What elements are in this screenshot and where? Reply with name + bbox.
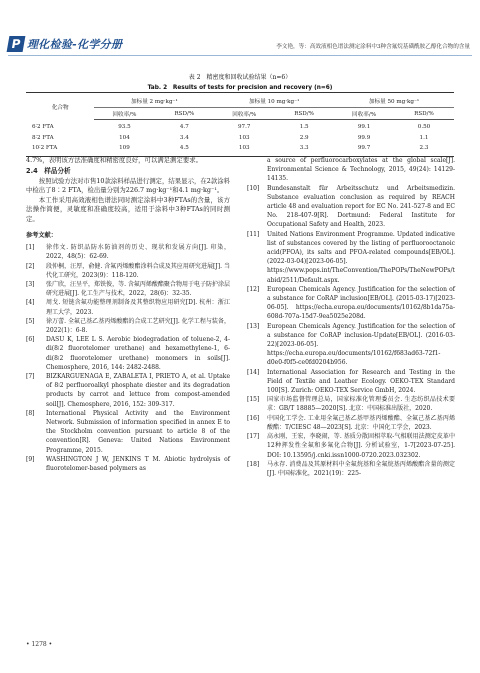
col-header-compound: 化合物 (51, 105, 69, 112)
reference-number: [2] (26, 262, 35, 270)
table-cell: 1.5 (299, 124, 309, 131)
reference-number: [1] (26, 244, 35, 252)
references-heading: 参考文献： (26, 231, 57, 239)
reference-text: 徐万蕾. 全氟己基乙基丙烯酸酯的合成工艺研究[J]. 化学工程与装备，2022(1)：6-8. (46, 317, 230, 334)
reference-number: [17] (247, 433, 260, 441)
table-cell: 2.3 (419, 145, 429, 152)
table-cell: 103 (238, 145, 250, 152)
col-header-rsd: RSD/% (154, 108, 214, 120)
table-row (26, 133, 454, 144)
reference-text: BIZKARGUENAGA E, ZABALETA I, PRIETO A, et al. Uptake of 8∶2 perfluoroalkyl phosphate diester and its degradation products by carrot and lettuce from compost-amended soil[J]. Chemosphere, 2016, 152: 309-317. (46, 373, 230, 408)
reference-number: [11] (247, 230, 260, 238)
body-paragraph: 本工作采用高效液相色谱法同时测定涂料中3种FTAs的含量，该方法操作简便，灵敏度和准确度较高，适用于涂料中3种FTAs的同时测定。 (26, 195, 230, 223)
reference-item (26, 455, 230, 473)
col-header-recovery: 回收率/% (214, 108, 274, 120)
table-cell: 4.5 (179, 145, 189, 152)
reference-number: [12] (247, 285, 260, 293)
compound-name: 8∶2 FTA (32, 134, 54, 141)
table-row (26, 120, 454, 133)
table-cell: 99.1 (357, 124, 371, 131)
col-header-recovery: 回收率/% (94, 108, 154, 120)
compound-name: 6∶2 FTA (32, 124, 54, 130)
reference-number: [10] (247, 184, 260, 192)
table-caption-en: Tab. 2 Results of tests for precision and recovery (n=6) (147, 85, 333, 91)
reference-item (26, 317, 230, 335)
reference-text: International Association for Research and Testing in the Field of Textile and Leather Ecology. OEKO-TEX Standard 100[S]. Zurich: OEKO-TEX Service GmbH, 2024. (267, 368, 455, 395)
reference-text: 中国化工学会. 工业用全氟己基乙基甲基丙烯酸酯、全氟己基乙基丙烯酸酯：T/CIESC 48—2023[S]. 北京：中国化工学会，2023. (267, 414, 455, 431)
table-cell: 0.50 (417, 124, 431, 131)
reference-text: 段仲桐，汪厚，俞健. 含氟丙烯酸酯涂料合成及其应用研究进展[J]. 当代化工研究，2023(9)：118-120. (46, 262, 230, 279)
table-cell: 3.4 (179, 134, 189, 141)
reference-item (26, 372, 230, 409)
table-cell: 103 (238, 134, 250, 141)
reference-text: 张广欣，汪呈平，郑铁俊，等. 含氟丙烯酸酯聚合物用于电子防护涂层研究进展[J]. 化工生产与技术，2022，28(6)：32-35. (46, 280, 230, 298)
reference-item (26, 243, 230, 261)
reference-text: European Chemicals Agency. Justification for the selection of a substance for CoRAP inclusion-Update[EB/OL]. (2016-03-22)[2023-06-05]. https://echa.europa.eu/documents/10162/f683ad63-72f1-d0e0-f0f5-ce0fd0204b956. (267, 322, 455, 367)
reference-item (26, 409, 230, 455)
page-number: • 1278 • (26, 641, 53, 648)
reference-number: [18] (247, 460, 260, 468)
reference-number: [5] (26, 317, 35, 325)
col-header-rsd: RSD/% (394, 108, 454, 120)
table-row (26, 143, 454, 154)
table-cell: 4.7 (179, 124, 189, 131)
reference-item (247, 368, 455, 396)
journal-name: 理化检验-化学分册 (27, 38, 123, 51)
table-cell: 97.7 (238, 124, 251, 131)
body-paragraph: 按照试验方法对市售10款涂料样品进行测定，结果显示，在2款涂料中检出了8∶2 FTA，检出量分别为226.7 mg·kg⁻¹和4.1 mg·kg⁻¹。 (26, 176, 230, 195)
table-caption-cn: 表 2 精密度和回收试验结果（n=6） (188, 74, 292, 81)
reference-text: 徐伟文. 防织品防水防油剂的历史、现状和发展方向[J]. 印染，2022，48(5)：62-69. (46, 244, 230, 261)
running-title: 李文艳，等：高效液相色谱法测定涂料中3种含氟烷基磺酰胺乙醇化合物的含量 (276, 44, 470, 50)
table-cell: 104 (119, 134, 130, 141)
reference-item (247, 285, 455, 322)
table-cell: 99.9 (357, 134, 371, 141)
reference-number: [3] (26, 280, 35, 288)
compound-name: 10∶2 FTA (32, 145, 58, 152)
reference-number: [15] (247, 396, 260, 404)
reference-text: 高永刚，王宏，李晓闹，等. 基质分散固相萃取-气相联用法测定皮革中12种挥发性全氟和多氟化合物[J]. 分析试验室，1-7[2023-07-25]. DOI: 10.13595/j.cnki.issn1000-0720.2023.032302. (267, 433, 455, 459)
col-header-recovery: 回收率/% (334, 108, 394, 120)
right-column (247, 156, 455, 478)
table-cell: 1.1 (419, 134, 429, 141)
reference-number: [7] (26, 373, 35, 380)
reference-item (26, 280, 230, 298)
reference-number: [6] (26, 336, 35, 344)
reference-item (247, 395, 455, 413)
reference-number: [14] (247, 368, 260, 376)
table-cell: 3.3 (299, 145, 309, 152)
reference-text: 马永存. 消费品及其原材料中全氟烷基和全氟烷基丙烯酸酯含量的测定[J]. 中国标准化，2021(19)：225- (267, 460, 455, 477)
table-cell: 99.7 (357, 145, 371, 152)
reference-number: [8] (26, 409, 35, 417)
reference-text: WASHINGTON J W, JENKINS T M. Abiotic hydrolysis of fluorotelomer-based polymers as (46, 455, 230, 473)
reference-text: a source of perfluorocarboxylates at the global scale[J]. Environmental Science & Technology, 2015, 49(24): 14129-14135. (267, 157, 455, 183)
reference-number: [9] (26, 455, 35, 463)
col-group-50: 加标量 50 mg·kg⁻¹ (334, 95, 454, 108)
col-group-10: 加标量 10 mg·kg⁻¹ (214, 95, 334, 108)
reference-item (247, 432, 455, 460)
precision-recovery-table (26, 92, 454, 157)
reference-text: International Physical Activity and the Environment Network. Submission of information specified in annex E to the Stockholm convention pursuant to article 8 of the convention[R]. Geneva: United Nations Environment Programme, 2015. (46, 409, 230, 454)
reference-number: [16] (247, 414, 260, 422)
reference-text: European Chemicals Agency. Justification for the selection of a substance for CoRAP inclusion[EB/OL]. (2015-03-17)[2023-06-05]. https://echa.europa.eu/documents/10162/8b1da75a-608d-707a-15d7-9ea5025e208d. (267, 285, 455, 321)
reference-item (26, 262, 230, 280)
body-paragraph: 4.7%，表明该方法准确度和精密度良好，可以满足测定要求。 (26, 156, 203, 164)
table-cell: 2.9 (299, 134, 309, 141)
col-header-rsd: RSD/% (274, 108, 334, 120)
reference-text: 周戈. 短链含氟功能整理剂制备及其整织物应用研究[D]. 杭州：浙江理工大学，2023. (46, 299, 230, 316)
reference-item (247, 230, 455, 285)
reference-text: DASU K, LEE L S. Aerobic biodegradation of toluene-2, 4-di(8∶2 fluorotelomer urethane) and hexamethylene-1, 6-di(8∶2 fluorotelomer urethane) monomers in soils[J]. Chemosphere, 2016, 144: 2482-2488. (46, 336, 230, 371)
reference-text: United Nations Environment Programme. Updated indicative list of substances covered by the listing of perfluorooctanoic acid(PFOA), its salts and PFOA-related compounds[EB/OL]. (2022-03-04)[2023-06-05]. https://www.pops.int/TheConvention/ThePOPs/TheNewPOPs/tabid/2511/Default.aspx. (267, 230, 455, 284)
reference-item (26, 298, 230, 316)
journal-logo (8, 36, 122, 52)
reference-item (247, 322, 455, 368)
journal-logo-mark: P (7, 36, 26, 52)
reference-item (247, 184, 455, 230)
reference-text: Bundesanstalt für Arbeitsschutz und Arbeitsmedizin. Substance evaluation conclusion as required by REACH article 48 and evaluation report for EC No. 241-527-8 and EC No. 218-407-9[R]. Dortmund: Federal Institute for Occupational Safety and Health, 2023. (267, 184, 455, 229)
left-column (26, 156, 230, 473)
reference-number: [13] (247, 322, 260, 330)
header-divider (8, 55, 472, 56)
reference-continuation (247, 156, 455, 184)
reference-text: 国家市场监督管理总局，国家标准化管理委员会. 生态纺织品技术要求：GB/T 18885—2020[S]. 北京：中国标准出版社，2020. (267, 396, 455, 413)
page-header (0, 0, 480, 58)
section-heading: 2.4 样品分析 (26, 166, 71, 175)
reference-number: [4] (26, 299, 35, 307)
table-cell: 109 (119, 145, 130, 152)
reference-item (247, 414, 455, 432)
reference-item (26, 335, 230, 372)
col-group-2: 加标量 2 mg·kg⁻¹ (94, 95, 214, 108)
reference-item (247, 460, 455, 478)
table-cell: 93.5 (118, 124, 131, 131)
